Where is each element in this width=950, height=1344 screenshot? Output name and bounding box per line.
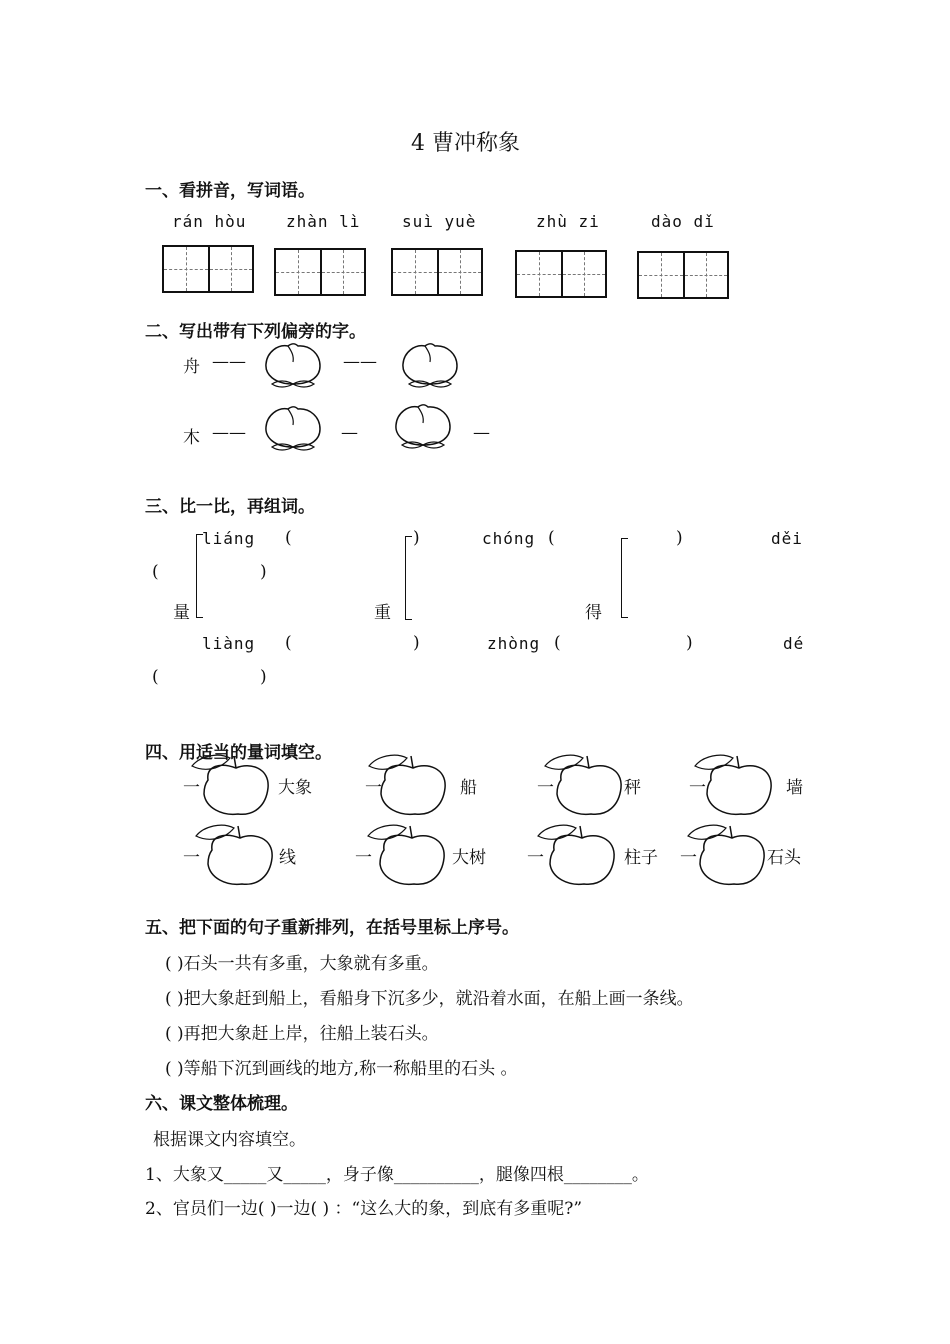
- paren-close[interactable]: ): [413, 528, 420, 548]
- writing-grid-4[interactable]: [515, 250, 607, 298]
- apple-answer-box-8[interactable]: [686, 822, 770, 888]
- paren-close[interactable]: ): [260, 667, 267, 687]
- measure-word-target: 石头: [767, 848, 801, 868]
- paren-open[interactable]: (: [152, 562, 159, 582]
- bracket: [196, 534, 203, 618]
- peach-answer-box-3[interactable]: [262, 403, 324, 455]
- pinyin-4: zhù zi: [536, 212, 600, 231]
- measure-word-target: 大树: [452, 848, 486, 868]
- measure-word-target: 大象: [278, 778, 312, 798]
- paren-open[interactable]: (: [152, 667, 159, 687]
- measure-word-target: 线: [279, 848, 296, 868]
- dash: ——: [212, 423, 246, 443]
- prefix-yi: 一: [689, 778, 706, 798]
- prefix-yi: 一: [355, 848, 372, 868]
- measure-word-target: 船: [460, 778, 477, 798]
- section3-heading: 三、比一比，再组词。: [145, 497, 315, 517]
- section4-heading: 四、用适当的量词填空。: [145, 743, 332, 763]
- apple-answer-box-5[interactable]: [194, 822, 278, 888]
- order-sentence-2[interactable]: ( )把大象赶到船上，看船身下沉多少，就沿着水面，在船上画一条线。: [165, 989, 694, 1009]
- paren-close[interactable]: ): [676, 528, 683, 548]
- apple-answer-box-6[interactable]: [366, 822, 450, 888]
- order-sentence-4[interactable]: ( )等船下沉到画线的地方,称一称船里的石头 。: [165, 1059, 518, 1079]
- paren-close[interactable]: ): [686, 633, 693, 653]
- prefix-yi: 一: [527, 848, 544, 868]
- paren-open[interactable]: (: [285, 528, 292, 548]
- bracket: [405, 536, 412, 620]
- compare-char-zhong: 重: [374, 603, 391, 623]
- peach-answer-box-4[interactable]: [392, 401, 454, 453]
- dash: ——: [343, 352, 377, 372]
- pinyin-zhong: zhòng: [487, 634, 541, 653]
- section6-heading: 六、课文整体梳理。: [145, 1094, 298, 1114]
- radical-zhou: 舟: [183, 357, 200, 377]
- prefix-yi: 一: [365, 778, 382, 798]
- writing-grid-3[interactable]: [391, 248, 483, 296]
- dash: ——: [212, 352, 246, 372]
- section2-heading: 二、写出带有下列偏旁的字。: [145, 322, 366, 342]
- compare-char-liang: 量: [173, 603, 190, 623]
- prefix-yi: 一: [537, 778, 554, 798]
- radical-mu: 木: [183, 428, 200, 448]
- pinyin-dei: děi: [771, 529, 803, 548]
- page-title: 4 曹冲称象: [411, 131, 520, 156]
- apple-answer-box-1[interactable]: [190, 752, 274, 818]
- pinyin-de: dé: [783, 634, 805, 653]
- apple-answer-box-7[interactable]: [536, 822, 620, 888]
- paren-open[interactable]: (: [554, 633, 561, 653]
- writing-grid-1[interactable]: [162, 245, 254, 293]
- measure-word-target: 墙: [786, 778, 803, 798]
- dash: —: [473, 423, 490, 443]
- compare-char-de: 得: [585, 603, 602, 623]
- pinyin-3: suì yuè: [402, 212, 477, 231]
- section5-heading: 五、把下面的句子重新排列，在括号里标上序号。: [145, 918, 519, 938]
- pinyin-liang4: liàng: [202, 634, 256, 653]
- order-sentence-1[interactable]: ( )石头一共有多重，大象就有多重。: [165, 954, 439, 974]
- fill-line-1[interactable]: 1、大象又_____又_____，身子像__________，腿像四根________。: [145, 1165, 649, 1185]
- section1-heading: 一、看拼音，写词语。: [145, 181, 315, 201]
- paren-open[interactable]: (: [285, 633, 292, 653]
- fill-line-2[interactable]: 2、官员们一边( )一边( ) ：“这么大的象，到底有多重呢?”: [145, 1199, 583, 1219]
- paren-open[interactable]: (: [548, 528, 555, 548]
- bracket: [621, 538, 628, 618]
- pinyin-liang2: liáng: [202, 529, 256, 548]
- paren-close[interactable]: ): [260, 562, 267, 582]
- pinyin-2: zhàn lì: [286, 212, 361, 231]
- peach-answer-box-2[interactable]: [399, 340, 461, 392]
- peach-answer-box-1[interactable]: [262, 340, 324, 392]
- writing-grid-5[interactable]: [637, 251, 729, 299]
- paren-close[interactable]: ): [413, 633, 420, 653]
- order-sentence-3[interactable]: ( )再把大象赶上岸，往船上装石头。: [165, 1024, 439, 1044]
- section6-intro: 根据课文内容填空。: [153, 1130, 306, 1150]
- apple-answer-box-4[interactable]: [693, 752, 777, 818]
- pinyin-5: dào dǐ: [651, 212, 715, 231]
- dash: —: [341, 423, 358, 443]
- pinyin-1: rán hòu: [172, 212, 247, 231]
- writing-grid-2[interactable]: [274, 248, 366, 296]
- pinyin-chong: chóng: [482, 529, 536, 548]
- prefix-yi: 一: [183, 778, 200, 798]
- measure-word-target: 秤: [624, 778, 641, 798]
- prefix-yi: 一: [183, 848, 200, 868]
- apple-answer-box-2[interactable]: [367, 752, 451, 818]
- measure-word-target: 柱子: [624, 848, 658, 868]
- apple-answer-box-3[interactable]: [543, 752, 627, 818]
- prefix-yi: 一: [680, 848, 697, 868]
